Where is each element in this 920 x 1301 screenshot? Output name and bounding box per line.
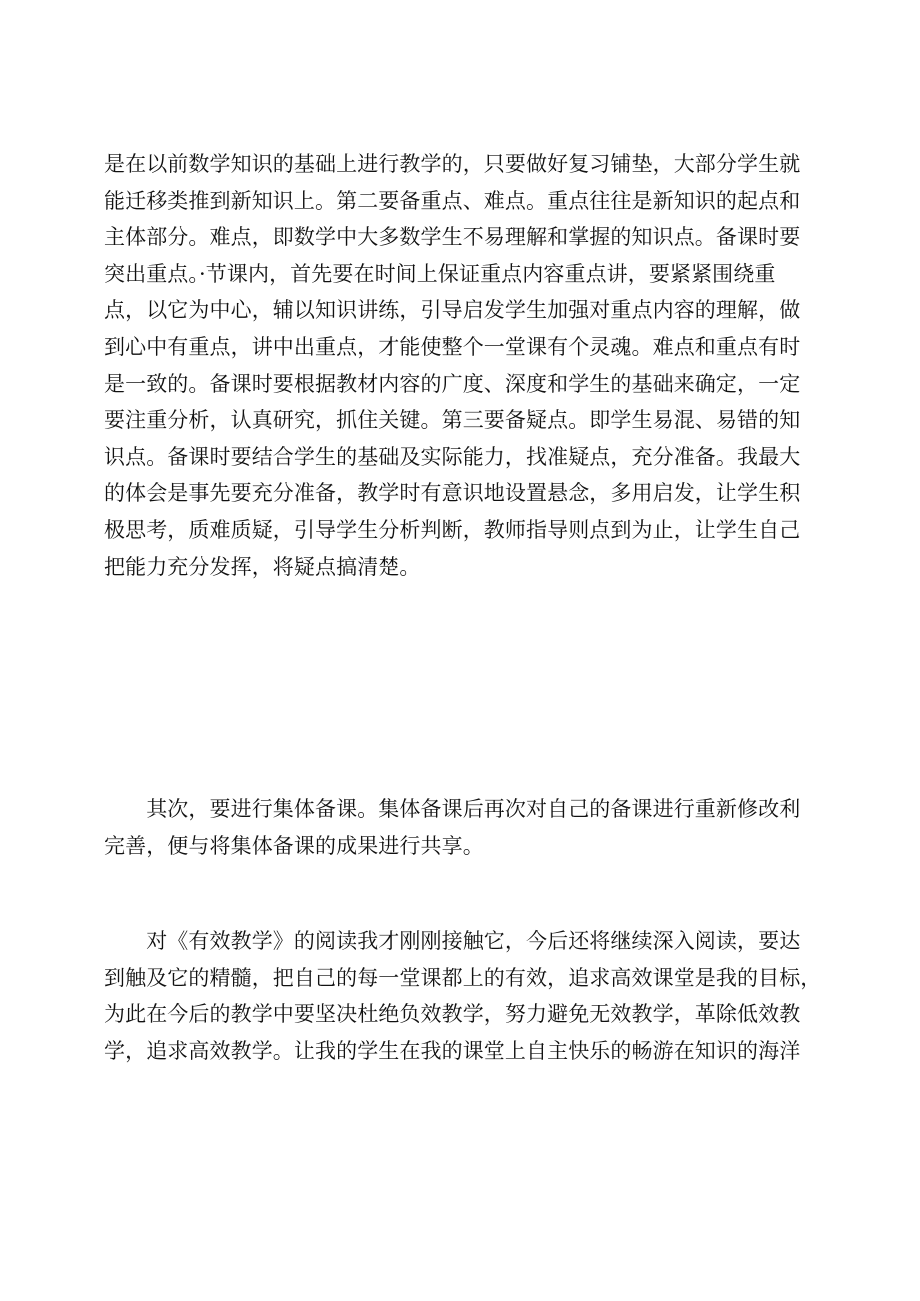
paragraph-lesson-preparation <box>104 146 824 585</box>
text-line: 能迁移类推到新知识上。第二要备重点、难点。重点往往是新知识的起点和 <box>104 188 801 213</box>
text-line: 对《有效教学》的阅读我才刚刚接触它，今后还将继续深入阅读，要达 <box>104 929 801 953</box>
text-line: 点，以它为中心，辅以知识讲练，引导启发学生加强对重点内容的理解，做 <box>104 298 801 323</box>
text-line: 的体会是事先要充分准备，教学时有意识地设置悬念，多用启发，让学生积 <box>104 481 801 506</box>
text-line: 到心中有重点，讲中出重点，才能使整个一堂课有个灵魂。难点和重点有时 <box>104 334 801 359</box>
paragraph-effective-teaching <box>104 923 824 1069</box>
text-line: 识点。备课时要结合学生的基础及实际能力，找准疑点，充分准备。我最大 <box>104 444 801 469</box>
text-line: 要注重分析，认真研究，抓住关键。第三要备疑点。即学生易混、易错的知 <box>104 408 801 433</box>
text-line: 学，追求高效教学。让我的学生在我的课堂上自主快乐的畅游在知识的海洋 <box>104 1038 801 1063</box>
text-line: 把能力充分发挥，将疑点搞清楚。 <box>104 554 421 579</box>
text-line: 其次，要进行集体备课。集体备课后再次对自己的备课进行重新修改利 <box>104 797 801 821</box>
text-line: 完善，便与将集体备课的成果进行共享。 <box>104 833 484 858</box>
text-line: 主体部分。难点，即数学中大多数学生不易理解和掌握的知识点。备课时要 <box>104 225 801 250</box>
text-line: 极思考，质难质疑，引导学生分析判断，教师指导则点到为止，让学生自己 <box>104 517 801 542</box>
paragraph-collective-preparation <box>104 791 824 864</box>
text-line: 是在以前数学知识的基础上进行教学的，只要做好复习铺垫，大部分学生就 <box>104 152 801 176</box>
text-line: 为此在今后的教学中要坚决杜绝负效教学，努力避免无效教学，革除低效教 <box>104 1002 801 1027</box>
text-line: 是一致的。备课时要根据教材内容的广度、深度和学生的基础来确定，一定 <box>104 371 801 396</box>
text-line: 突出重点。·节课内，首先要在时间上保证重点内容重点讲，要紧紧围绕重 <box>104 261 776 286</box>
text-line: 到触及它的精髓，把自己的每一堂课都上的有效，追求高效课堂是我的目标， <box>104 965 822 990</box>
